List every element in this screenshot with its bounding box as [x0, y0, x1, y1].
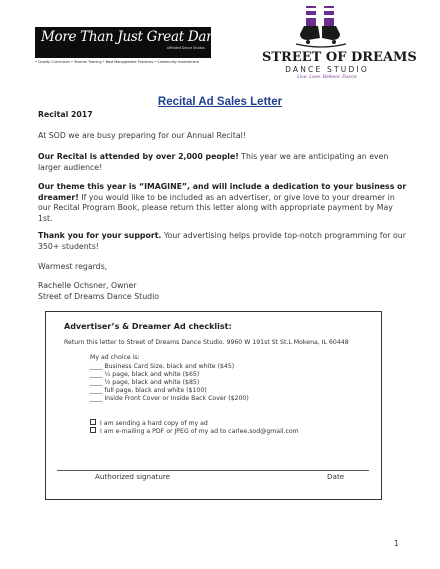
letter-heading: Recital 2017 — [38, 110, 93, 119]
ad-option-full-page[interactable]: ____ full page, black and white ($100) — [90, 387, 207, 394]
paragraph-1: At SOD we are busy preparing for our Annual Recital! — [38, 131, 246, 140]
ad-option-cover[interactable]: ____ Inside Front Cover or Inside Back Cover ($200) — [90, 395, 249, 402]
delivery-email-label: I am e-mailing a PDF or JPEG of my ad to carlee.sod@gmail.com — [100, 428, 299, 435]
logo-subtext: Affiliated Dance Studios — [166, 46, 205, 50]
paragraph-3-emphasis: Our theme this year is “IMAGINE”, and will include a dedication to your business or dreamer! — [38, 182, 407, 202]
document-title: Recital Ad Sales Letter — [157, 96, 283, 108]
logo-script-text: More Than Just Great Dancing! — [41, 29, 248, 45]
delivery-hard-copy-label: I am sending a hard copy of my ad — [100, 420, 208, 427]
date-label: Date — [327, 472, 345, 481]
checkbox-icon[interactable] — [90, 427, 96, 433]
signer-name: Rachelle Ochsner, Owner — [38, 281, 137, 290]
ad-option-business-card[interactable]: ____ Business Card Size, black and white ($45) — [90, 363, 235, 370]
dance-shoes-icon — [288, 4, 354, 50]
delivery-option-hard-copy[interactable] — [90, 419, 208, 427]
studio-tagline: Live. Love. Believe. Dance — [297, 75, 357, 80]
studio-affiliation-logo — [35, 27, 248, 58]
ad-option-quarter-page[interactable]: ____ ¼ page, black and white ($65) — [90, 371, 200, 378]
checkbox-icon[interactable] — [90, 419, 96, 425]
paragraph-4-emphasis: Thank you for your support. — [38, 231, 162, 240]
signer-org: Street of Dreams Dance Studio — [38, 292, 160, 301]
paragraph-3 — [38, 182, 408, 224]
page-number: 1 — [394, 539, 399, 548]
signature-label: Authorized signature — [95, 472, 171, 481]
signature-line — [57, 470, 369, 471]
checklist-title: Advertiser’s & Dreamer Ad checklist: — [64, 322, 232, 331]
studio-subtitle: DANCE STUDIO — [285, 65, 369, 74]
return-address: Return this letter to Street of Dreams Dance Studio. 9960 W 191st St St.L Mokena, IL 60448 — [64, 339, 349, 346]
studio-name: STREET OF DREAMS — [262, 50, 417, 65]
ad-choice-label: My ad choice is: — [90, 354, 140, 361]
paragraph-2-emphasis: Our Recital is attended by over 2,000 people! — [38, 152, 239, 161]
logo-tagline: • Quality Curriculum • Teacher Training • Best Management Practices • Community Involvement — [35, 60, 200, 64]
paragraph-4 — [38, 231, 408, 252]
delivery-option-email[interactable] — [90, 427, 299, 435]
paragraph-2-text: This year we are anticipating an even larger audience! — [38, 152, 389, 172]
paragraph-4-text: Your advertising helps provide top-notch programming for our 350+ students! — [38, 231, 406, 251]
closing: Warmest regards, — [38, 262, 108, 271]
ad-option-half-page[interactable]: ____ ½ page, black and white ($85) — [90, 379, 200, 386]
paragraph-2 — [38, 152, 408, 173]
paragraph-3-text: If you would like to be included as an advertiser, or give love to your dreamer in our Recital Program Book, please return this letter along with appropriate payment by May 1st. — [38, 192, 395, 223]
